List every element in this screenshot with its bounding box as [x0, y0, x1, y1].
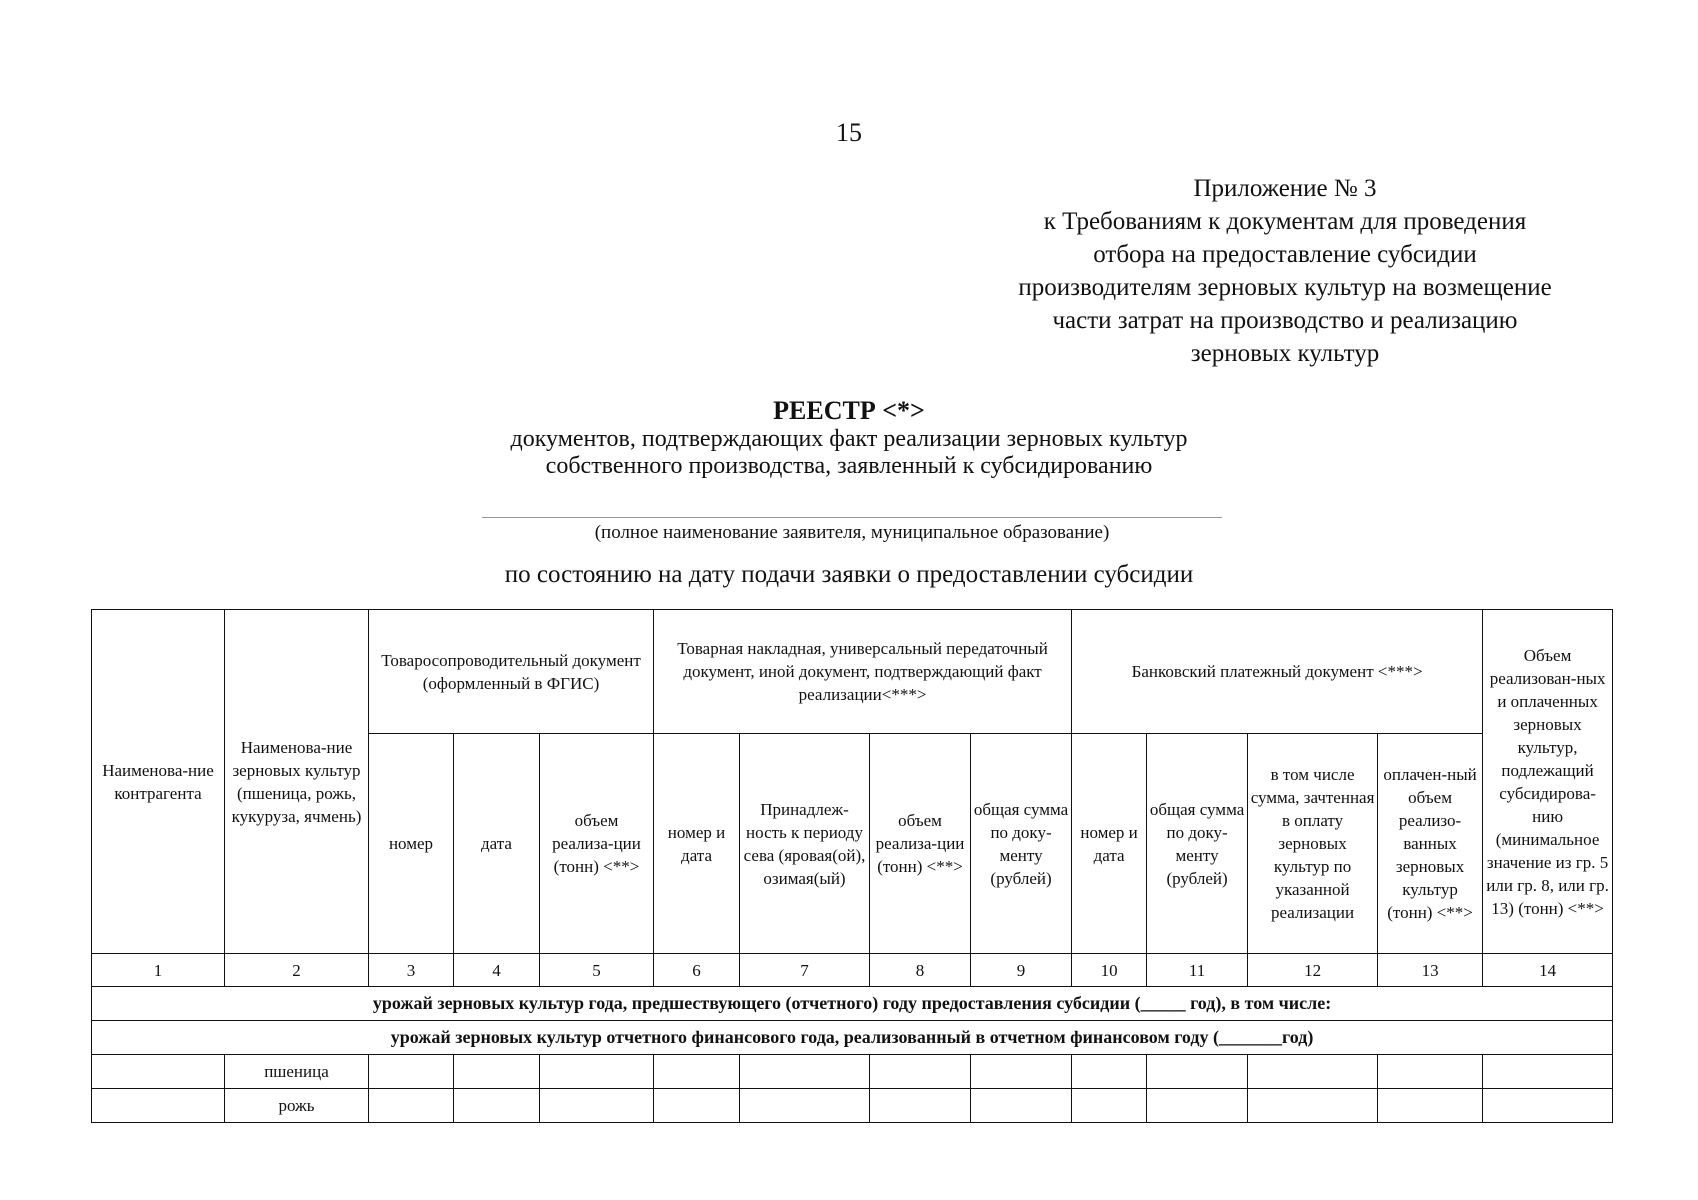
table-cell[interactable] — [740, 1055, 870, 1089]
appendix-line: отбора на предоставление субсидии — [1093, 241, 1477, 268]
table-row — [92, 1055, 1613, 1089]
header-number: номер — [369, 734, 454, 954]
header-counterparty: Наименова-ние контрагента — [92, 610, 225, 954]
column-number: 13 — [1378, 954, 1483, 987]
registry-table — [91, 609, 1613, 1123]
header-credited-amount: в том числе сумма, зачтенная в оплату зерновых культур по указанной реализации — [1248, 734, 1378, 954]
header-sale-volume: объем реализа-ции (тонн) <**> — [870, 734, 971, 954]
crop-name-cell: рожь — [225, 1089, 369, 1123]
applicant-caption: (полное наименование заявителя, муниципальное образование) — [594, 522, 1110, 543]
header-date: дата — [454, 734, 540, 954]
table-cell[interactable] — [1072, 1055, 1147, 1089]
table-row — [92, 1089, 1613, 1123]
header-crop-name: Наименова-ние зерновых культур (пшеница, рожь, кукуруза, ячмень) — [225, 610, 369, 954]
header-group-bank-document: Банковский платежный документ <***> — [1072, 610, 1483, 734]
column-number: 3 — [369, 954, 454, 987]
table-cell[interactable] — [369, 1055, 454, 1089]
as-of-date-text: по состоянию на дату подачи заявки о предоставлении субсидии — [504, 561, 1194, 588]
table-cell[interactable] — [1483, 1089, 1613, 1123]
column-number: 5 — [540, 954, 654, 987]
appendix-line: Приложение № 3 — [1193, 175, 1377, 202]
column-number: 6 — [654, 954, 740, 987]
column-number: 9 — [971, 954, 1072, 987]
table-cell[interactable] — [1378, 1055, 1483, 1089]
appendix-header — [965, 172, 1605, 370]
table-cell[interactable] — [740, 1089, 870, 1123]
column-number: 1 — [92, 954, 225, 987]
column-number: 10 — [1072, 954, 1147, 987]
table-cell[interactable] — [870, 1089, 971, 1123]
header-document-total: общая сумма по доку-менту (рублей) — [971, 734, 1072, 954]
section-previous-year-harvest: урожай зерновых культур года, предшествующего (отчетного) году предоставления субсидии (_____ год), в том числе: — [92, 987, 1613, 1021]
table-cell[interactable] — [1378, 1089, 1483, 1123]
appendix-line: производителям зерновых культур на возмещение — [1018, 274, 1552, 301]
table-cell[interactable] — [1483, 1055, 1613, 1089]
table-cell[interactable] — [540, 1089, 654, 1123]
appendix-line: к Требованиям к документам для проведения — [1043, 208, 1527, 235]
table-cell[interactable] — [1147, 1089, 1248, 1123]
column-number: 7 — [740, 954, 870, 987]
title-main: РЕЕСТР <*> — [773, 396, 925, 425]
column-number: 4 — [454, 954, 540, 987]
column-number: 11 — [1147, 954, 1248, 987]
table-cell[interactable] — [654, 1055, 740, 1089]
header-group-invoice: Товарная накладная, универсальный передаточный документ, иной документ, подтверждающий факт реализации<***> — [654, 610, 1072, 734]
table-cell[interactable] — [1147, 1055, 1248, 1089]
table-cell[interactable] — [1072, 1089, 1147, 1123]
table-cell[interactable] — [1248, 1089, 1378, 1123]
table-cell[interactable] — [971, 1089, 1072, 1123]
column-number: 14 — [1483, 954, 1613, 987]
header-number-date: номер и дата — [1072, 734, 1147, 954]
title-subtitle: собственного производства, заявленный к субсидированию — [545, 453, 1153, 479]
crop-name-cell: пшеница — [225, 1055, 369, 1089]
table-cell[interactable] — [369, 1089, 454, 1123]
document-title — [0, 396, 1698, 480]
applicant-name-line — [482, 517, 1222, 518]
appendix-line: части затрат на производство и реализацию — [1052, 307, 1518, 334]
table-cell[interactable] — [92, 1055, 225, 1089]
header-sale-volume: объем реализа-ции (тонн) <**> — [540, 734, 654, 954]
page-number: 15 — [836, 118, 862, 147]
table-cell[interactable] — [971, 1055, 1072, 1089]
column-number: 12 — [1248, 954, 1378, 987]
table-cell[interactable] — [870, 1055, 971, 1089]
table-cell[interactable] — [454, 1089, 540, 1123]
column-number: 2 — [225, 954, 369, 987]
column-number: 8 — [870, 954, 971, 987]
appendix-line: зерновых культур — [1190, 340, 1380, 367]
table-cell[interactable] — [1248, 1055, 1378, 1089]
header-group-shipping-document: Товаросопроводительный документ (оформленный в ФГИС) — [369, 610, 654, 734]
header-number-date: номер и дата — [654, 734, 740, 954]
header-sowing-period: Принадлеж-ность к периоду сева (яровая(ой), озимая(ый) — [740, 734, 870, 954]
table-cell[interactable] — [654, 1089, 740, 1123]
header-paid-volume: оплачен-ный объем реализо-ванных зерновых культур (тонн) <**> — [1378, 734, 1483, 954]
section-current-year-harvest: урожай зерновых культур отчетного финансового года, реализованный в отчетном финансовом году (_______год) — [92, 1021, 1613, 1055]
table-cell[interactable] — [454, 1055, 540, 1089]
header-document-total: общая сумма по доку-менту (рублей) — [1147, 734, 1248, 954]
table-cell[interactable] — [540, 1055, 654, 1089]
header-subsidized-volume: Объем реализован-ных и оплаченных зерновых культур, подлежащий субсидирова-нию (минимальное значение из гр. 5 или гр. 8, или гр. 13) (тонн) <**> — [1483, 610, 1613, 954]
table-cell[interactable] — [92, 1089, 225, 1123]
title-subtitle: документов, подтверждающих факт реализации зерновых культур — [510, 426, 1188, 452]
